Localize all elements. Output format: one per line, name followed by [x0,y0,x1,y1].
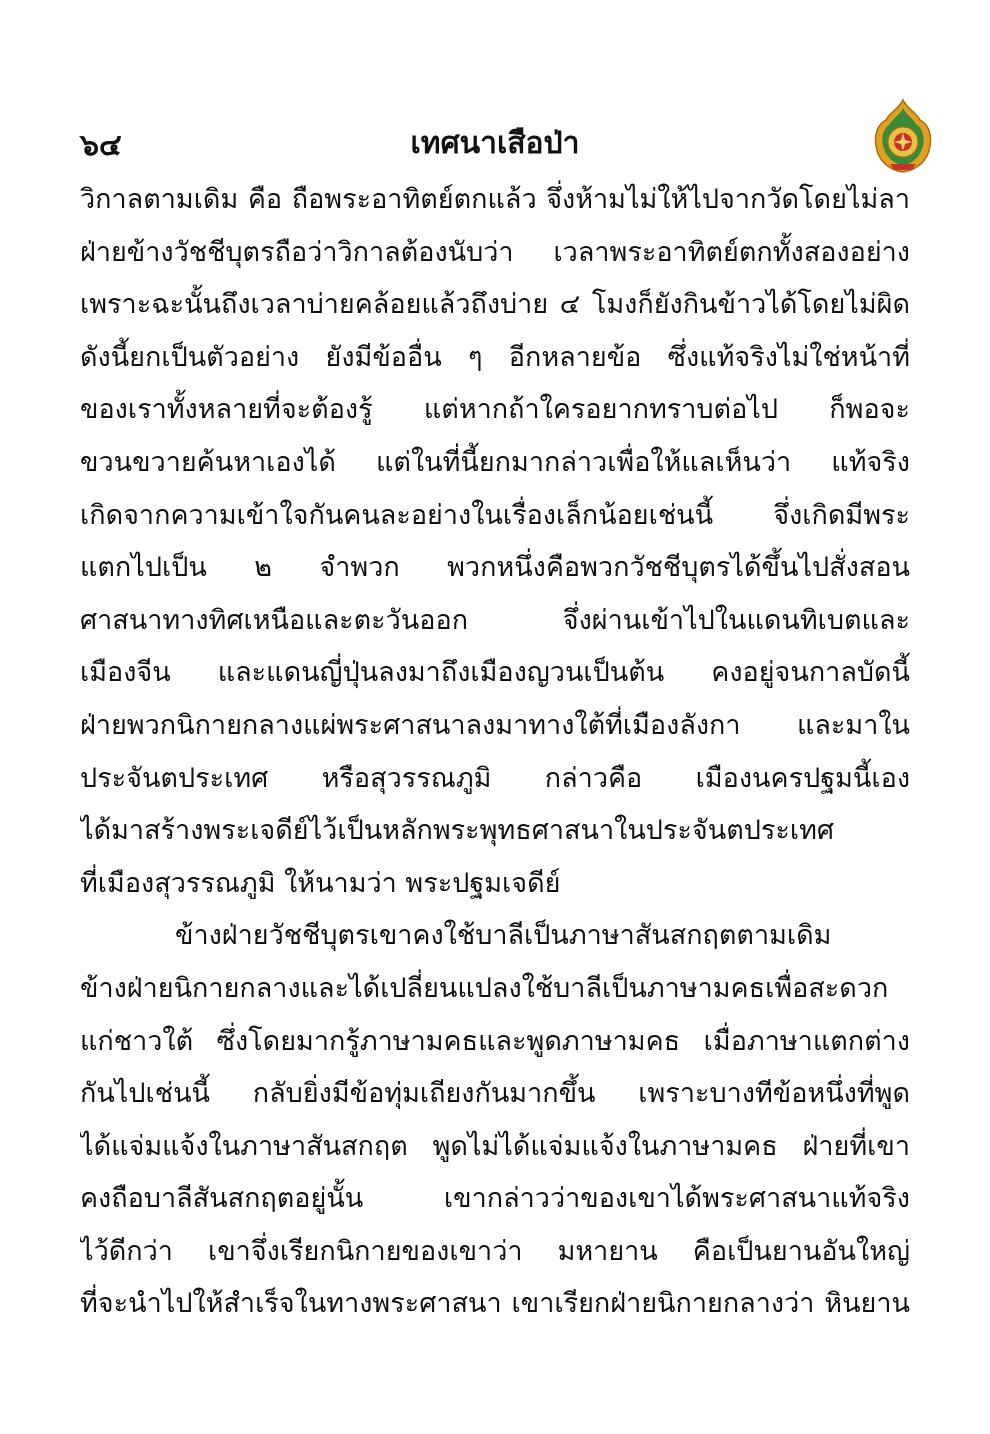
text-line: ของเราทั้งหลายที่จะต้องรู้ แต่หากถ้าใครอยากทราบต่อไป ก็พอจะ [80,394,910,426]
running-title: เทศนาเสือป่า [410,126,580,161]
text-line: ได้แจ่มแจ้งในภาษาสันสกฤต พูดไม่ได้แจ่มแจ้งในภาษามคธ ฝ่ายที่เขา [80,1130,910,1162]
text-line: ข้างฝ่ายนิกายกลางและได้เปลี่ยนแปลงใช้บาลีเป็นภาษามคธเพื่อสะดวก [80,972,889,1004]
text-line: คงถือบาลีสันสกฤตอยู่นั้น เขากล่าวว่าของเขาได้พระศาสนาแท้จริง [80,1183,910,1215]
body-text [80,174,910,1331]
text-line: แตกไปเป็น ๒ จำพวก พวกหนึ่งคือพวกวัชชีบุตรได้ขึ้นไปสั่งสอน [80,552,910,584]
text-line: กันไปเช่นนี้ กลับยิ่งมีข้อทุ่มเถียงกันมากขึ้น เพราะบางทีข้อหนึ่งที่พูด [80,1078,910,1110]
text-line: ศาสนาทางทิศเหนือและตะวันออก จึ่งผ่านเข้าไปในแดนทิเบตและ [80,604,910,636]
text-line: แก่ชาวใต้ ซึ่งโดยมากรู้ภาษามคธและพูดภาษามคธ เมื่อภาษาแตกต่าง [80,1025,910,1057]
text-line: ที่จะนำไปให้สำเร็จในทางพระศาสนา เขาเรียกฝ่ายนิกายกลางว่า หินยาน [80,1288,910,1320]
text-line: ประจันตประเทศ หรือสุวรรณภูมิ กล่าวคือ เมืองนครปฐมนี้เอง [80,762,910,794]
paragraph-end-line: ที่เมืองสุวรรณภูมิ ให้นามว่า พระปฐมเจดีย์ [80,867,561,899]
text-line: ได้มาสร้างพระเจดีย์ไว้เป็นหลักพระพุทธศาสนาในประจันตประเทศ [80,815,835,847]
text-line: ดังนี้ยกเป็นตัวอย่าง ยังมีข้ออื่น ๆ อีกหลายข้อ ซึ่งแท้จริงไม่ใช่หน้าที่ [80,341,910,373]
text-line: เพราะฉะนั้นถึงเวลาบ่ายคล้อยแล้วถึงบ่าย ๔ โมงก็ยังกินข้าวได้โดยไม่ผิด [80,289,910,321]
text-line: เกิดจากความเข้าใจกันคนละอย่างในเรื่องเล็กน้อยเช่นนี้ จึ่งเกิดมีพระ [80,499,910,531]
text-line: วิกาลตามเดิม คือ ถือพระอาทิตย์ตกแล้ว จึ่งห้ามไม่ให้ไปจากวัดโดยไม่ลา [80,184,910,215]
text-line: เมืองจีน และแดนญี่ปุ่นลงมาถึงเมืองญวนเป็นต้น คงอยู่จนกาลบัดนี้ [80,657,910,689]
paragraph-start-line: ข้างฝ่ายวัชชีบุตรเขาคงใช้บาลีเป็นภาษาสันสกฤตตามเดิม [175,920,832,952]
text-line: ฝ่ายพวกนิกายกลางแผ่พระศาสนาลงมาทางใต้ที่เมืองลังกา และมาใน [80,709,910,741]
text-line: ไว้ดีกว่า เขาจึ่งเรียกนิกายของเขาว่า มหายาน คือเป็นยานอันใหญ่ [80,1235,910,1267]
page-header [80,118,910,174]
text-line: ขวนขวายค้นหาเองได้ แต่ในที่นี้ยกมากล่าวเพื่อให้แลเห็นว่า แท้จริง [80,446,910,478]
page-number: ๖๔ [80,128,122,163]
royal-emblem-icon [872,98,934,174]
text-line: ฝ่ายข้างวัชชีบุตรถือว่าวิกาลต้องนับว่า เวลาพระอาทิตย์ตกทั้งสองอย่าง [80,236,910,268]
